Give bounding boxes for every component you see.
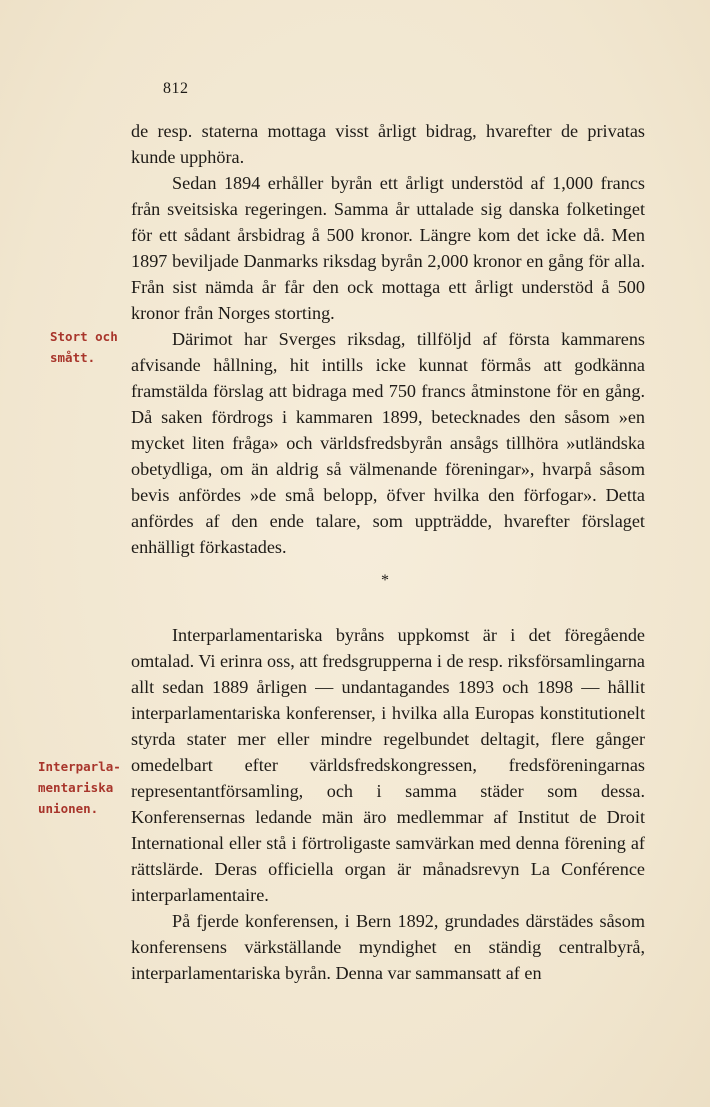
paragraph: På fjerde konferensen, i Bern 1892, grundades därstädes såsom konferensens värkställande myndighet en ständig centralbyrå, interparlamentariska byrån. Denna var sammansatt af en [131,911,645,983]
paragraph: Interparlamentariska byråns uppkomst är i det föregående omtalad. Vi erinra oss, att fredsgrupperna i de resp. riksförsamlingarna allt sedan 1889 årligen — undantagandes 1893 och 1898 — hållit interparlamentariska konferenser, i hvilka alla Europas konstitutionelt styrda stater mer eller mindre regelbundet deltagit, flere gånger omedelbart efter världsfredskongressen, fredsföreningarnas representantförsamling, och i samma städer som dessa. Konferensernas ledande män äro medlemmar af Institut de Droit International eller stå i förtroligaste samvärkan med denna förening af rättslärde. Deras officiella organ är månadsrevyn La Conférence interparlamentaire. [131,625,645,905]
text-block-part1 [131,118,645,560]
margin-note-interparlamentariska-unionen: Interparla- mentariska unionen. [38,759,121,816]
margin-note-stort-och-smatt: Stort och smått. [50,329,118,365]
section-separator: * [381,572,389,589]
paragraph: de resp. staterna mottaga visst årligt bidrag, hvarefter de privatas kunde upphöra. [131,121,645,167]
paragraph: Sedan 1894 erhåller byrån ett årligt understöd af 1,000 francs från sveitsiska regeringen. Samma år uttalade sig danska folketinget för ett sådant årsbidrag å 500 kronor. Längre kom det icke då. Men 1897 beviljade Danmarks riksdag byrån 2,000 kronor en gång för alla. Från sist nämda år får den ock mottaga ett årligt understöd å 500 kronor från Norges storting. [131,173,645,323]
paragraph: Därimot har Sverges riksdag, tillföljd af första kammarens afvisande hållning, hit intills icke kunnat förmås att godkänna framstälda förslag att bidraga med 750 francs åtminstone för en gång. Då saken fördrogs i kammaren 1899, betecknades den såsom »en mycket liten fråga» och världsfredsbyrån ansågs tillhöra »utländska obetydliga, om än aldrig så välmenande föreningar», hvarpå såsom bevis anfördes »de små belopp, öfver hvilka den förfogar». Detta anfördes af den ende talare, som uppträdde, hvarefter förslaget enhälligt förkastades. [131,329,645,557]
text-block-part2 [131,622,645,986]
page-number: 812 [163,80,189,97]
